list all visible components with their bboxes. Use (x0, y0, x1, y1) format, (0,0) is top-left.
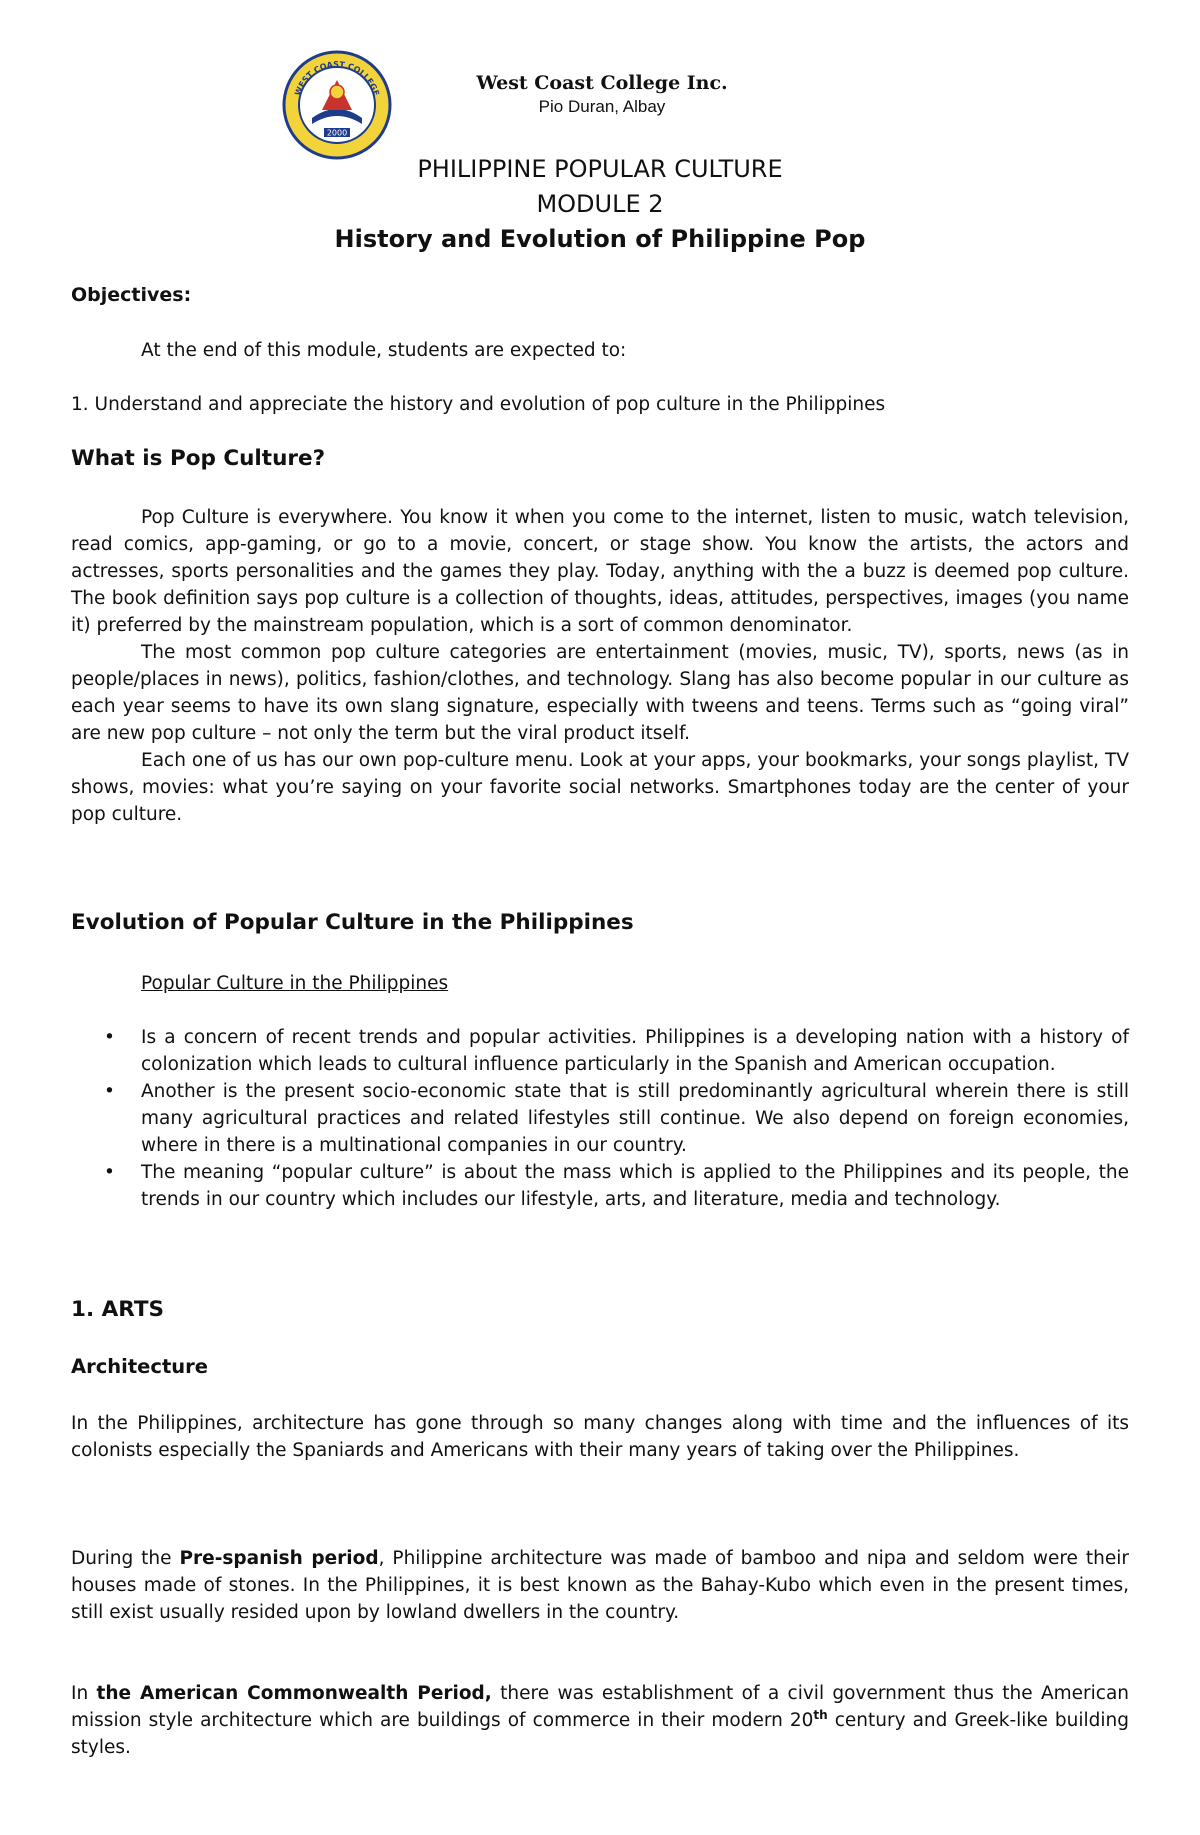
what-is-body (71, 504, 1129, 828)
svg-text:WEST COAST COLLEGE: WEST COAST COLLEGE (293, 59, 381, 97)
arts-paragraph-pre-spanish: During the Pre-spanish period, Philippine architecture was made of bamboo and nipa and seldom were their houses made of stones. In the Philippines, it is best known as the Bahay-Kubo which even in the present times, still exist usually resided upon by lowland dwellers in the country. (71, 1548, 1129, 1623)
bullet-icon: • (104, 1027, 115, 1048)
underlined-subheading: Popular Culture in the Philippines (141, 973, 449, 994)
objectives-heading: Objectives: (71, 284, 192, 306)
section-heading-what-is-pop-culture: What is Pop Culture? (71, 446, 326, 471)
bullet-icon: • (104, 1081, 115, 1102)
evolution-bullet-list (71, 1024, 1129, 1213)
college-header (472, 70, 732, 118)
paragraph: The most common pop culture categories are entertainment (movies, music, TV), sports, news (as in people/places in news), politics, fashion/clothes, and technology. Slang has also become popular in our culture as each year seems to have its own slang signature, especially with tweens and teens. Terms such as “going viral” are new pop culture – not only the term but the viral product itself. (71, 642, 1129, 744)
arts-paragraph-american-period: In the American Commonwealth Period, there was establishment of a civil government thus the American mission style architecture which are buildings of commerce in their modern 20th century and Greek-like building styles. (71, 1683, 1130, 1758)
paragraph: Pop Culture is everywhere. You know it when you come to the internet, listen to music, watch television, read comics, app-gaming, or go to a movie, concert, or stage show. You know the artists, the actors and actresses, sports personalities and the games they play. Today, anything with the a buzz is deemed pop culture. The book definition says pop culture is a collection of thoughts, ideas, attitudes, perspectives, images (you name it) preferred by the mainstream population, which is a sort of common denominator. (71, 507, 1129, 636)
module-title: History and Evolution of Philippine Pop (334, 225, 866, 253)
college-logo-seal (282, 50, 392, 160)
bold-term: the American Commonwealth Period, (96, 1683, 492, 1704)
subheading-architecture: Architecture (71, 1355, 208, 1378)
document-title: PHILIPPINE POPULAR CULTURE (417, 155, 783, 183)
paragraph: Each one of us has our own pop-culture menu. Look at your apps, your bookmarks, your songs playlist, TV shows, movies: what you’re saying on your favorite social networks. Smartphones today are the center of your pop culture. (71, 750, 1129, 825)
superscript: th (813, 1707, 828, 1722)
objective-item: 1. Understand and appreciate the history and evolution of pop culture in the Philippines (71, 394, 886, 415)
module-number: MODULE 2 (536, 190, 664, 218)
list-item: • Another is the present socio-economic state that is still predominantly agricultural wherein there is still many agricultural practices and related lifestyles still continue. We also depend on foreign economies, where in there is a multinational companies in our country. (71, 1078, 1129, 1159)
svg-text:2000: 2000 (326, 128, 348, 138)
bold-term: Pre-spanish period (179, 1548, 379, 1569)
bullet-icon: • (104, 1162, 115, 1183)
list-item: • Is a concern of recent trends and popular activities. Philippines is a developing nation with a history of colonization which leads to cultural influence particularly in the Spanish and American occupation. (71, 1024, 1129, 1078)
college-name: West Coast College Inc. (476, 72, 728, 94)
list-item: • The meaning “popular culture” is about the mass which is applied to the Philippines and its people, the trends in our country which includes our lifestyle, arts, and literature, media and technology. (71, 1159, 1129, 1213)
arts-paragraph-1: In the Philippines, architecture has gone through so many changes along with time and the influences of its colonists especially the Spaniards and Americans with their many years of taking over the Philippines. (71, 1413, 1129, 1461)
subheading-popular-culture-ph (71, 970, 1129, 997)
college-location: Pio Duran, Albay (538, 97, 666, 116)
section-heading-evolution: Evolution of Popular Culture in the Philippines (71, 910, 634, 935)
objectives-intro: At the end of this module, students are expected to: (141, 340, 627, 361)
section-heading-arts: 1. ARTS (71, 1297, 164, 1322)
